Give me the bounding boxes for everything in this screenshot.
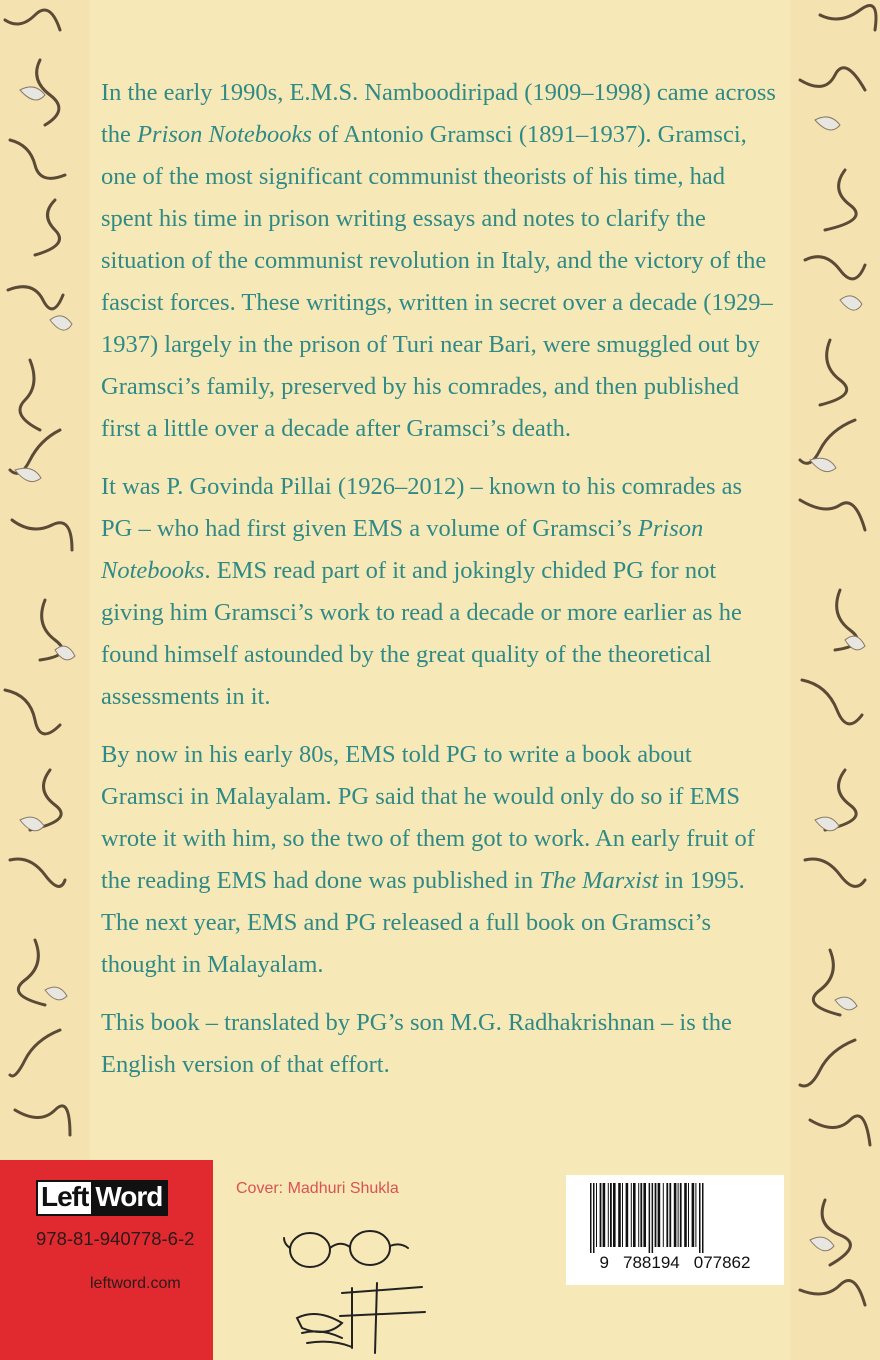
barcode-bar [603,1183,606,1247]
barcode-group-2: 077862 [693,1253,751,1272]
logo-left-text: Left [38,1182,91,1214]
barcode-bar [666,1183,668,1247]
blurb-text: In the early 1990s, E.M.S. Namboodiripad (1909–1998) came across the [101,79,776,148]
back-cover-blurb [101,72,776,1102]
isbn-number: 978-81-940778-6-2 [36,1228,195,1249]
barcode-bar [674,1183,677,1247]
blurb-text: in 1995. The next year, EMS and PG released a full book on Gramsci’s thought in Malayalam. [101,867,745,978]
barcode-digits [566,1253,784,1273]
texture-pattern-left [0,0,90,1360]
barcode-bar [593,1183,595,1253]
barcode-bar [590,1183,592,1253]
publisher-logo [36,1180,168,1216]
barcode-bar [596,1183,597,1247]
barcode-bar [699,1183,701,1253]
publisher-website: leftword.com [90,1275,181,1292]
barcode-bar [640,1183,642,1247]
barcode-bar [655,1183,657,1247]
barcode-bar [684,1183,687,1247]
barcode-bar [649,1183,651,1253]
barcode-bar [652,1183,654,1253]
blurb-text: It was P. Govinda Pillai (1926–2012) – known to his comrades as PG – who had first given EMS a volume of Gramsci’s [101,473,743,542]
barcode-bar [680,1183,682,1247]
barcode-bar [608,1183,609,1247]
barcode-bar [626,1183,629,1247]
blurb-paragraph [101,734,776,986]
barcode-bar [663,1183,664,1247]
barcode-bar [633,1183,636,1247]
barcode-bar [692,1183,695,1247]
blurb-text: of Antonio Gramsci (1891–1937). Gramsci, one of the most significant communist theorists of his time, had spent his time in prison writing essays and notes to clarify the situation of the communist revolution in Italy, and the victory of the fascist forces. These writings, written in secret over a decade (1929–1937) largely in the prison of Turi near Bari, were smuggled out by Gramsci’s family, preserved by his comrades, and then published first a little over a decade after Gramsci’s death. [101,121,773,442]
barcode-bar [610,1183,612,1247]
blurb-italic-title: Prison Notebooks [101,515,704,584]
barcode-group-1: 788194 [623,1253,680,1272]
blurb-paragraph: This book – translated by PG’s son M.G. Radhakrishnan – is the English version of that effort. [101,1009,732,1078]
barcode-bar [702,1183,704,1253]
decorative-border-right [790,0,880,1360]
blurb-italic-title: Prison Notebooks [137,121,312,148]
blurb-text: By now in his early 80s, EMS told PG to write a book about Gramsci in Malayalam. PG said that he would only do so if EMS wrote it with him, so the two of them got to work. An early fruit of the reading EMS had done was published in [101,741,755,894]
cover-credit: Cover: Madhuri Shukla [236,1180,399,1197]
barcode-bar [688,1183,689,1247]
barcode-bar [643,1183,646,1247]
barcode-bars [588,1183,762,1253]
barcode-bar [613,1183,616,1247]
isbn-barcode [566,1175,784,1285]
blurb-italic-title: The Marxist [539,867,659,894]
barcode-bar [600,1183,602,1247]
barcode-bar [638,1183,639,1247]
blurb-paragraph [101,72,776,450]
barcode-bar [669,1183,671,1247]
decorative-border-left [0,0,90,1360]
barcode-bar [622,1183,623,1247]
barcode-bar [658,1183,661,1247]
glasses-sketch-illustration [282,1218,432,1358]
barcode-bar [631,1183,632,1247]
blurb-paragraph [101,466,776,718]
publisher-panel [0,1160,213,1360]
texture-pattern-right [790,0,880,1360]
barcode-bar [695,1183,696,1247]
barcode-lead-digit: 9 [599,1253,609,1272]
barcode-bar [618,1183,621,1247]
barcode-bar [678,1183,679,1247]
blurb-text: . EMS read part of it and jokingly chided PG for not giving him Gramsci’s work to read a decade or more earlier as he found himself astounded by the great quality of the theoretical assessments in it. [101,557,742,710]
logo-right-text: Word [91,1182,166,1214]
